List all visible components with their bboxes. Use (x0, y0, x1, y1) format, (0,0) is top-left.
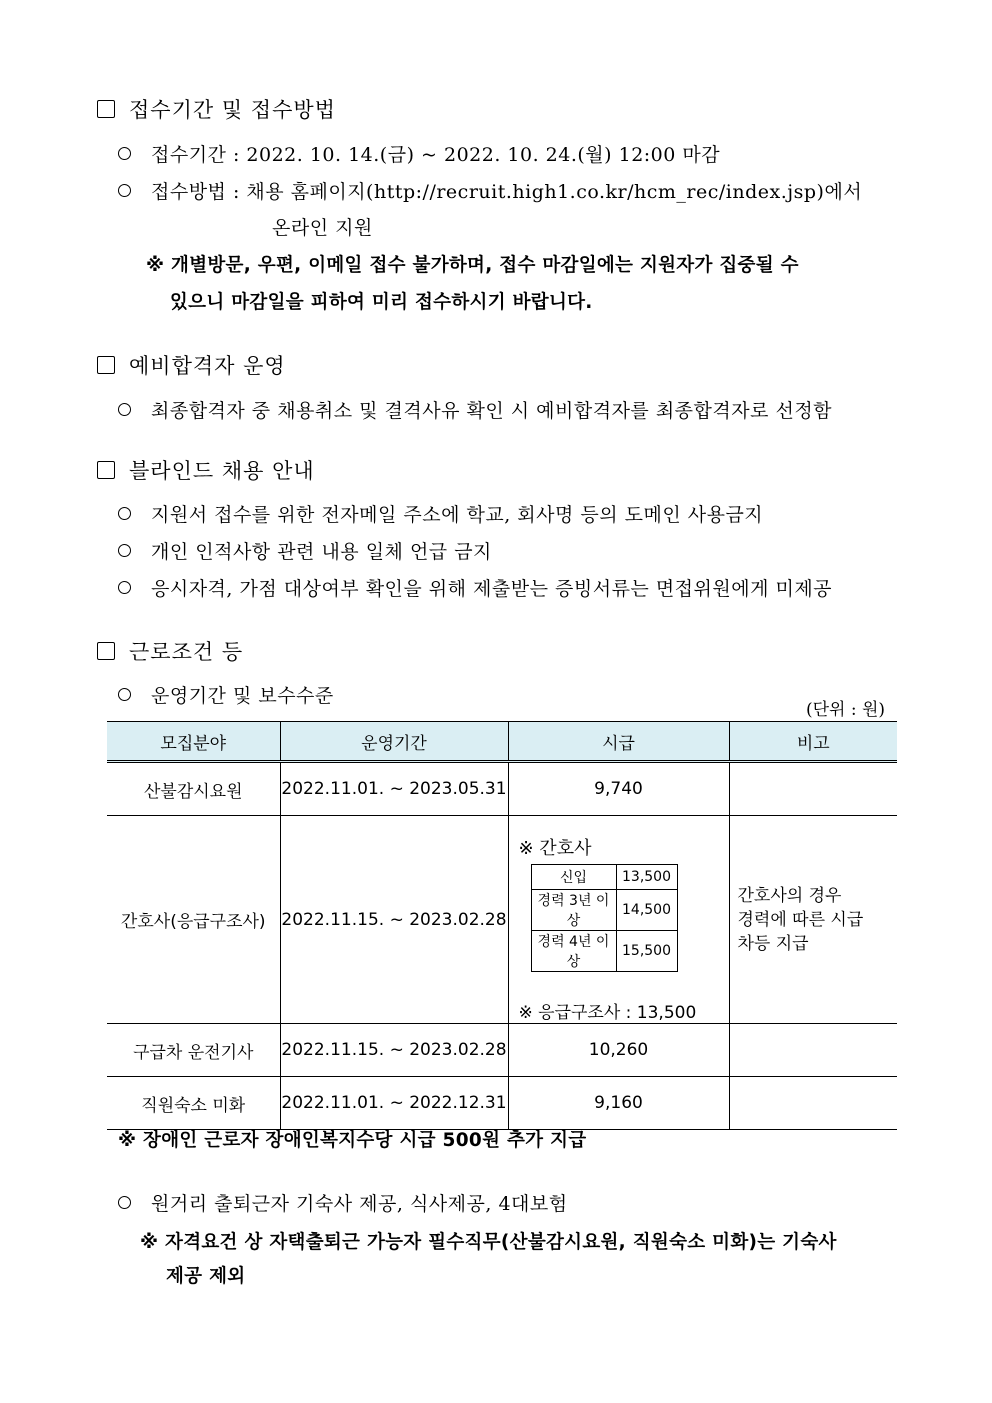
circle-bullet-icon (118, 1196, 131, 1209)
nurse-level-wage: 14,500 (616, 890, 677, 931)
unit-label: (단위 : 원) (806, 700, 886, 720)
application-note-line2: 있으니 마감일을 피하여 미리 접수하시기 바랍니다. (170, 292, 593, 313)
table-row (107, 762, 897, 816)
remark-line: 경력에 따른 시급 (737, 909, 864, 930)
cell-period: 2022.11.01. ~ 2023.05.31 (280, 762, 508, 816)
cell-field: 직원숙소 미화 (107, 1077, 280, 1130)
section-title-reserve: 예비합격자 운영 (97, 350, 286, 380)
checkbox-square-icon (97, 642, 115, 660)
cell-field: 간호사(응급구조사) (107, 816, 280, 1024)
table-header-row (107, 722, 897, 762)
cell-remark (729, 1077, 897, 1130)
cell-field: 구급차 운전기사 (107, 1024, 280, 1077)
header-remark: 비고 (729, 722, 897, 762)
blind-item-1: 지원서 접수를 위한 전자메일 주소에 학교, 회사명 등의 도메인 사용금지 (118, 500, 763, 527)
cell-wage: 10,260 (508, 1024, 729, 1077)
checkbox-square-icon (97, 356, 115, 374)
remark-line: 차등 지급 (737, 933, 809, 954)
nurse-level-row (531, 890, 677, 931)
cell-period: 2022.11.15. ~ 2023.02.28 (280, 816, 508, 1024)
section-title-blind: 블라인드 채용 안내 (97, 455, 315, 485)
cell-remark (729, 1024, 897, 1077)
emt-wage: ※ 응급구조사 : 13,500 (518, 1003, 697, 1023)
nurse-level-name: 신입 (531, 865, 616, 890)
circle-bullet-icon (118, 544, 131, 557)
reserve-item: 최종합격자 중 채용취소 및 결격사유 확인 시 예비합격자를 최종합격자로 선정함 (118, 396, 832, 423)
application-note-line1: ※ 개별방문, 우편, 이메일 접수 불가하며, 접수 마감일에는 지원자가 집중될 수 (146, 255, 799, 276)
nurse-label: ※ 간호사 (518, 838, 592, 859)
blind-item-3: 응시자격, 가점 대상여부 확인을 위해 제출받는 증빙서류는 면접위원에게 미제공 (118, 574, 832, 601)
nurse-level-name: 경력 4년 이상 (531, 931, 616, 972)
remark-line: 간호사의 경우 (737, 885, 842, 906)
circle-bullet-icon (118, 147, 131, 160)
nurse-level-wage: 13,500 (616, 865, 677, 890)
cell-wage: 9,740 (508, 762, 729, 816)
nurse-level-wage: 15,500 (616, 931, 677, 972)
nurse-level-name: 경력 3년 이상 (531, 890, 616, 931)
table-row (107, 1077, 897, 1130)
wage-table (107, 721, 897, 1130)
nurse-level-row (531, 865, 677, 890)
circle-bullet-icon (118, 507, 131, 520)
cell-wage: 9,160 (508, 1077, 729, 1130)
blind-item-2: 개인 인적사항 관련 내용 일체 언급 금지 (118, 537, 492, 564)
dorm-note-line2: 제공 제외 (166, 1266, 246, 1287)
application-period: 접수기간 : 2022. 10. 14.(금) ~ 2022. 10. 24.(월) 12:00 마감 (118, 140, 720, 167)
cell-period: 2022.11.01. ~ 2022.12.31 (280, 1077, 508, 1130)
circle-bullet-icon (118, 688, 131, 701)
section-title-conditions: 근로조건 등 (97, 636, 243, 666)
checkbox-square-icon (97, 100, 115, 118)
table-row (107, 816, 897, 1024)
table-row (107, 1024, 897, 1077)
cell-remark (729, 762, 897, 816)
nurse-wage-table (531, 864, 678, 972)
circle-bullet-icon (118, 184, 131, 197)
cell-field: 산불감시요원 (107, 762, 280, 816)
conditions-item-1: 운영기간 및 보수수준 (118, 681, 334, 708)
application-method: 접수방법 : 채용 홈페이지(http://recruit.high1.co.kr/hcm_rec/index.jsp)에서 (118, 177, 862, 204)
conditions-item-2: 원거리 출퇴근자 기숙사 제공, 식사제공, 4대보험 (118, 1189, 568, 1216)
cell-wage-nurse (508, 816, 729, 1024)
header-field: 모집분야 (107, 722, 280, 762)
circle-bullet-icon (118, 403, 131, 416)
circle-bullet-icon (118, 581, 131, 594)
cell-period: 2022.11.15. ~ 2023.02.28 (280, 1024, 508, 1077)
dorm-note-line1: ※ 자격요건 상 자택출퇴근 가능자 필수직무(산불감시요원, 직원숙소 미화)는 기숙사 (140, 1232, 837, 1253)
section-title-application: 접수기간 및 접수방법 (97, 94, 336, 124)
header-wage: 시급 (508, 722, 729, 762)
nurse-level-row (531, 931, 677, 972)
application-method-line2: 온라인 지원 (272, 217, 373, 239)
cell-remark (729, 816, 897, 1024)
checkbox-square-icon (97, 461, 115, 479)
header-period: 운영기간 (280, 722, 508, 762)
disability-note: ※ 장애인 근로자 장애인복지수당 시급 500원 추가 지급 (118, 1130, 587, 1151)
